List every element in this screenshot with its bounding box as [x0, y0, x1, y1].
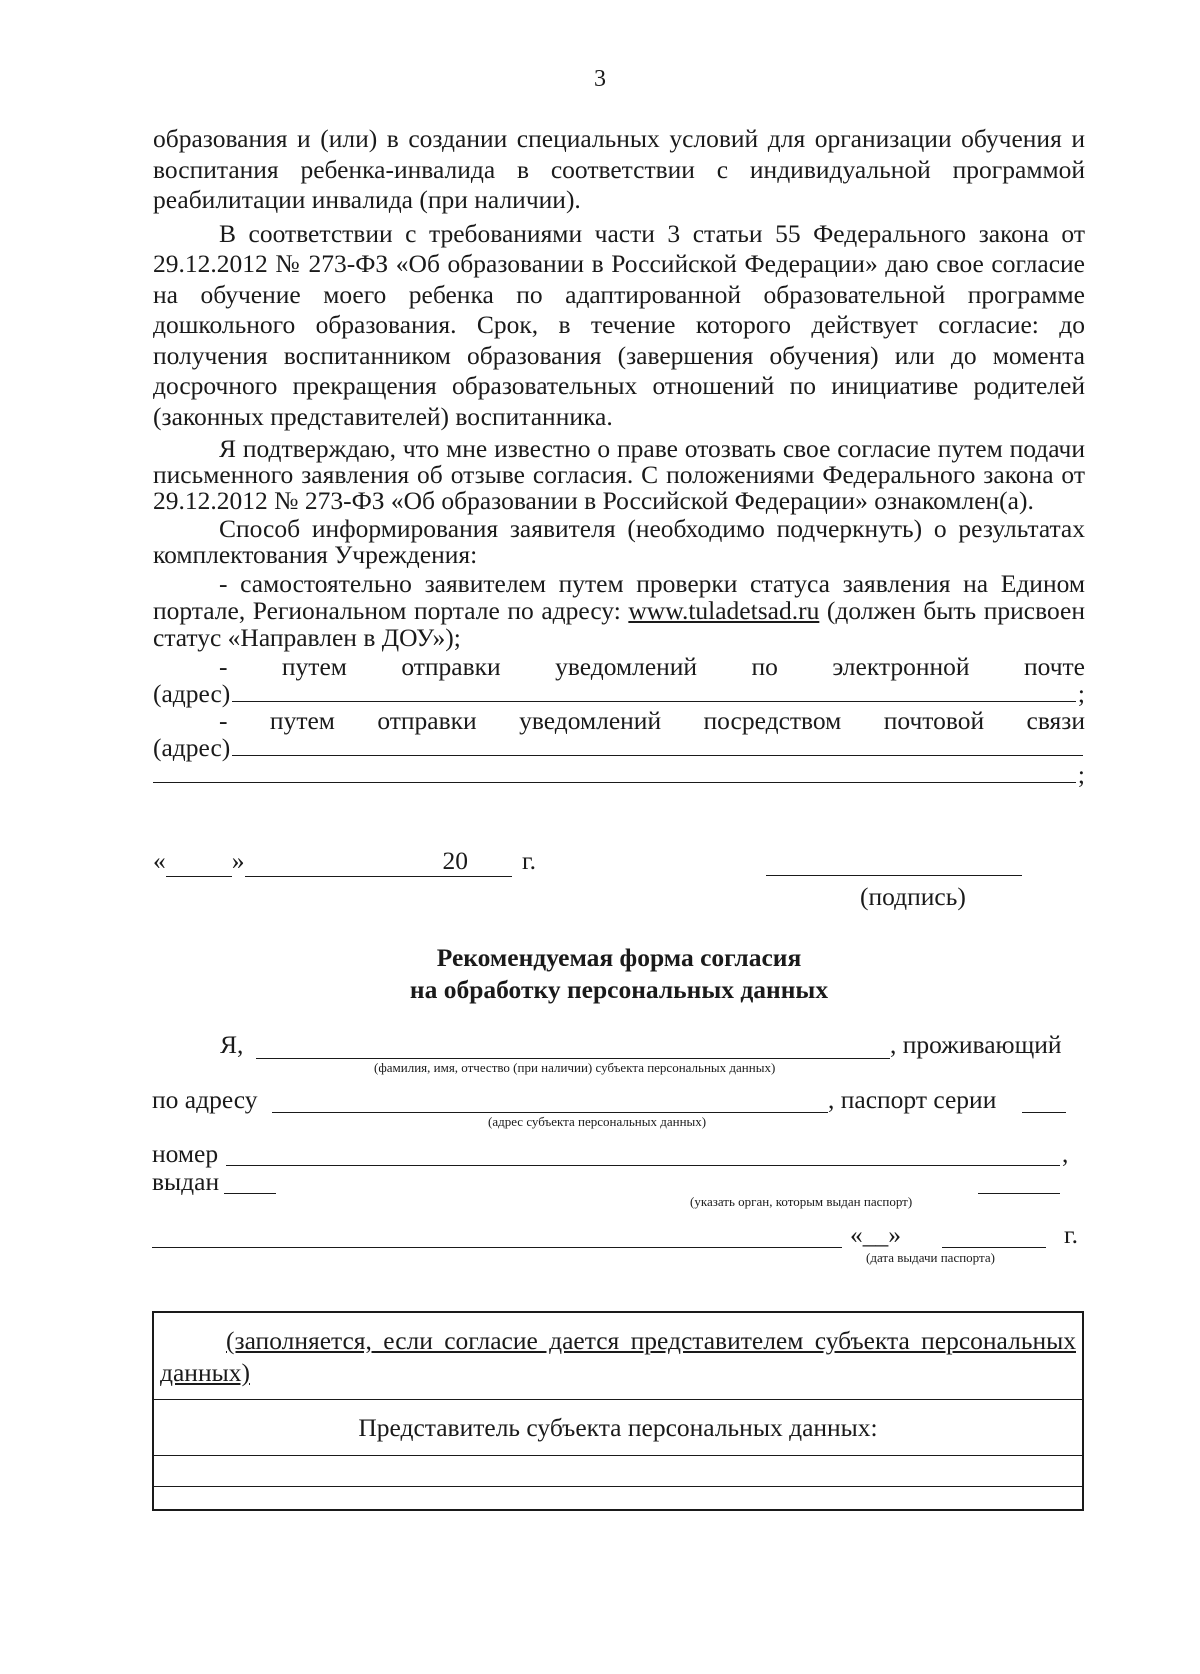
post-address-field[interactable] [232, 755, 1083, 756]
box-header: Представитель субъекта персональных данных: [358, 1413, 878, 1442]
issued-field-start[interactable] [224, 1193, 276, 1194]
post-semicolon: ; [1077, 760, 1085, 789]
box-field-line-1[interactable] [154, 1455, 1082, 1456]
box-note: (заполняется, если согласие дается представителем субъекта персональных данных) [160, 1326, 1076, 1387]
post-address-line-2 [153, 761, 1085, 788]
issue-date-g: г. [1064, 1220, 1078, 1249]
address-caption: (адрес субъекта персональных данных) [488, 1114, 707, 1129]
option-post: - путем отправки уведомлений посредством почтовой связи [219, 706, 1085, 735]
issue-date-field[interactable] [942, 1247, 1046, 1248]
address-field[interactable] [272, 1112, 828, 1113]
date-line [153, 846, 536, 877]
option-1-post: (должен быть присвоен статус «Направлен в ДОУ»); [153, 596, 1085, 652]
signature-field[interactable] [766, 875, 1022, 876]
option-self-check [153, 570, 1085, 651]
tuladetsad-link[interactable]: www.tuladetsad.ru [628, 596, 820, 625]
date-day-field[interactable] [166, 846, 232, 877]
box-field-line-2[interactable] [154, 1486, 1082, 1487]
address-label: по адресу [152, 1085, 258, 1114]
paragraph-1: образования и (или) в создании специальных условий для организации обучения и воспитания ребенка-инвалида в соответствии с индивидуальной программой реабилитации инвалида (при наличии). [153, 124, 1085, 214]
fio-caption: (фамилия, имя, отчество (при наличии) субъекта персональных данных) [374, 1060, 776, 1075]
signature-caption: (подпись) [860, 882, 966, 911]
form-title-line-1: Рекомендуемая форма согласия [436, 943, 802, 972]
consent-body [153, 124, 1085, 788]
date-open-quote: « [153, 846, 166, 875]
ya-label: Я, [220, 1030, 244, 1059]
date-year-field[interactable] [468, 846, 512, 877]
page-number: 3 [594, 66, 606, 92]
email-address-field[interactable] [232, 701, 1076, 702]
fio-field[interactable] [256, 1058, 890, 1059]
paragraph-2: В соответствии с требованиями части 3 статьи 55 Федерального закона от 29.12.2012 № 273-ФЗ «Об образовании в Российской Федерации» даю свое согласие на обучение моего ребенка по адаптированной образовательной программе дошкольного образования. Срок, в течение которого действует согласие: до получения воспитанником образования (завершения обучения) или до момента досрочного прекращения образовательных отношений по инициативе родителей (законных представителей) воспитанника. [153, 218, 1085, 431]
date-year-prefix: 20 [442, 846, 468, 875]
issue-date-quotes: «__» [850, 1220, 901, 1249]
email-address-line [153, 680, 1085, 707]
date-close-quote: » [231, 846, 245, 875]
passport-series-field[interactable] [1022, 1112, 1066, 1113]
issue-date-caption: (дата выдачи паспорта) [866, 1250, 995, 1265]
form-title-line-2: на обработку персональных данных [409, 975, 829, 1004]
option-1-text: - самостоятельно заявителем путем проверки статуса заявления на Едином портале, Региональном портале по адресу: [153, 569, 1085, 625]
issuer-field[interactable] [152, 1247, 842, 1248]
issued-label: выдан [152, 1167, 220, 1196]
passport-number-field[interactable] [226, 1165, 1060, 1166]
issuer-caption: (указать орган, которым выдан паспорт) [690, 1194, 913, 1209]
post-address-field-2[interactable] [153, 782, 1076, 783]
number-comma: , [1062, 1139, 1069, 1168]
box-divider-1 [154, 1399, 1082, 1400]
email-address-label: (адрес) [153, 679, 231, 708]
passport-series-label: , паспорт серии [828, 1085, 997, 1114]
paragraph-3: Я подтверждаю, что мне известно о праве отозвать свое согласие путем подачи письменного заявления об отзыве согласия. С положениями Федерального закона от 29.12.2012 № 273-ФЗ «Об образовании в Российской Федерации» ознакомлен(а). [153, 434, 1085, 515]
post-address-line [153, 734, 1085, 761]
post-address-label: (адрес) [153, 733, 231, 762]
email-semicolon: ; [1077, 679, 1085, 708]
form-title [153, 942, 1085, 1006]
residing-label: , проживающий [890, 1030, 1062, 1059]
paragraph-4: Способ информирования заявителя (необходимо подчеркнуть) о результатах комплектования Учреждения: [153, 514, 1085, 569]
date-year-suffix: г. [522, 846, 536, 875]
representative-box [152, 1311, 1084, 1511]
option-email: - путем отправки уведомлений по электронной почте [219, 652, 1085, 681]
date-month-field[interactable] [245, 846, 443, 877]
issued-field-end[interactable] [978, 1193, 1060, 1194]
number-label: номер [152, 1139, 219, 1168]
